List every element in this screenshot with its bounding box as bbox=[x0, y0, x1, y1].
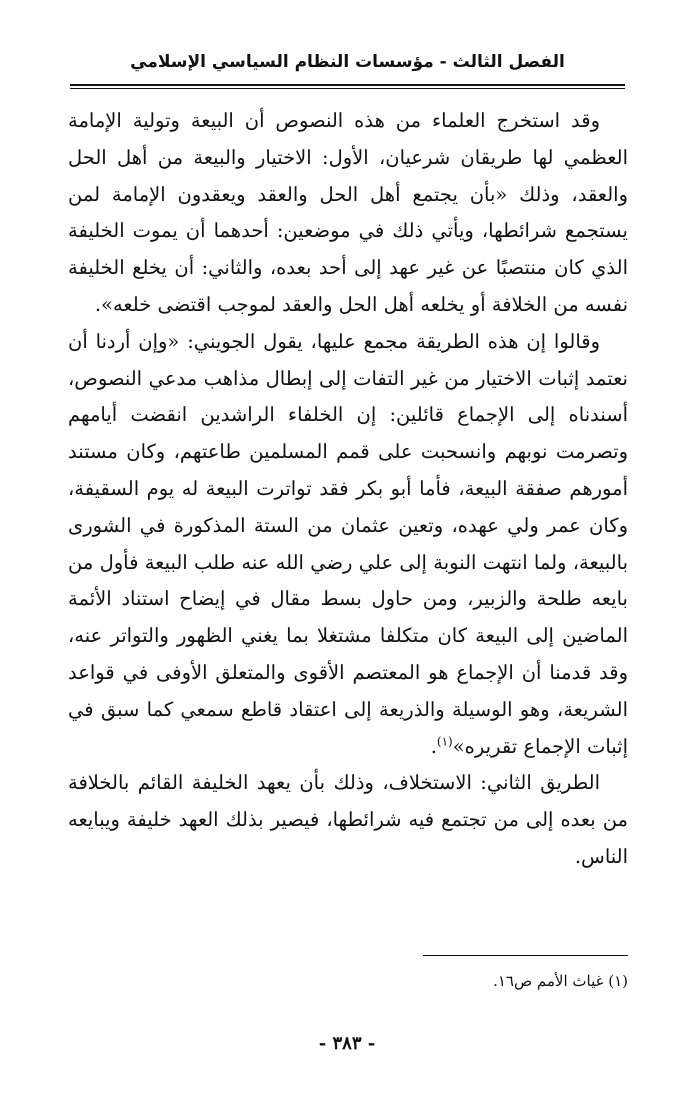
paragraph-2-text: وقالوا إن هذه الطريقة مجمع عليها، يقول الجويني: «وإن أردنا أن نعتمد إثبات الاختيار من غير التفات إلى إبطال مذاهب مدعي النصوص، أسندناه إلى الإجماع قائلين: إن الخلفاء الراشدين انقضت أيامهم وتصرمت نوبهم وانسحبت على قمم المسلمين طاعتهم، وكان مستند أمورهم صفقة البيعة، فأما أبو بكر فقد تواترت البيعة له يوم السقيفة، وكان عمر ولي عهده، وتعين عثمان من الستة المذكورة في الشورى بالبيعة، ولما انتهت النوبة إلى علي رضي الله عنه طلب البيعة فأول من بايعه طلحة والزبير، ومن حاول بسط مقال في إيضاح استناد الأئمة الماضين إلى البيعة كان متكلفا مشتغلا بما يغني الظهور والتواتر عنه، وقد قدمنا أن الإجماع هو المعتصم الأقوى والمتعلق الأوفى في قواعد الشريعة، وهو الوسيلة والذريعة إلى اعتقاد قاطع سمعي كما سبق في إثبات الإجماع تقريره» bbox=[68, 329, 628, 758]
header-rule-thin bbox=[70, 88, 625, 89]
footnote-reference: (١) bbox=[436, 734, 453, 749]
main-text bbox=[68, 103, 628, 876]
footnote-separator bbox=[423, 955, 628, 956]
running-header: الفصل الثالث - مؤسسات النظام السياسي الإسلامي bbox=[130, 52, 565, 72]
paragraph-1: وقد استخرج العلماء من هذه النصوص أن البيعة وتولية الإمامة العظمي لها طريقان شرعيان، الأول: الاختيار والبيعة من أهل الحل والعقد، وذلك «بأن يجتمع أهل الحل والعقد ويعقدون الإمامة لمن يستجمع شرائطها، ويأتي ذلك في موضعين: أحدهما أن يموت الخليفة الذي كان منتصبًا عن غير عهد إلى أحد بعده، والثاني: أن يخلع الخليفة نفسه من الخلافة أو يخلعه أهل الحل والعقد لموجب اقتضى خلعه». bbox=[68, 109, 628, 316]
header-rule-thick bbox=[70, 84, 625, 86]
footnote: (١) غياث الأمم ص١٦. bbox=[493, 972, 628, 990]
paragraph-3: الطريق الثاني: الاستخلاف، وذلك بأن يعهد الخليفة القائم بالخلافة من بعده إلى من تجتمع فيه شرائطها، فيصير بذلك العهد خليفة ويبايعه الناس. bbox=[68, 771, 628, 868]
paragraph-2: وقالوا إن هذه الطريقة مجمع عليها، يقول الجويني: «وإن أردنا أن نعتمد إثبات الاختيار من غير التفات إلى إبطال مذاهب مدعي النصوص، أسندناه إلى الإجماع قائلين: إن الخلفاء الراشدين انقضت أيامهم وتصرمت نوبهم وانسحبت على قمم المسلمين طاعتهم، وكان مستند أمورهم صفقة البيعة، فأما أبو بكر فقد تواترت البيعة له يوم السقيفة، وكان عمر ولي عهده، وتعين عثمان من الستة المذكورة في الشورى بالبيعة، ولما انتهت النوبة إلى علي رضي الله عنه طلب البيعة فأول من بايعه طلحة والزبير، ومن حاول بسط مقال في إيضاح استناد الأئمة الماضين إلى البيعة كان متكلفا مشتغلا بما يغني الظهور والتواتر عنه، وقد قدمنا أن الإجماع هو المعتصم الأقوى والمتعلق الأوفى في قواعد الشريعة، وهو الوسيلة والذريعة إلى اعتقاد قاطع سمعي كما سبق في إثبات الإجماع تقريره»$^{(١)}$. bbox=[68, 329, 628, 758]
page-number: - ٣٨٣ - bbox=[318, 1033, 376, 1054]
